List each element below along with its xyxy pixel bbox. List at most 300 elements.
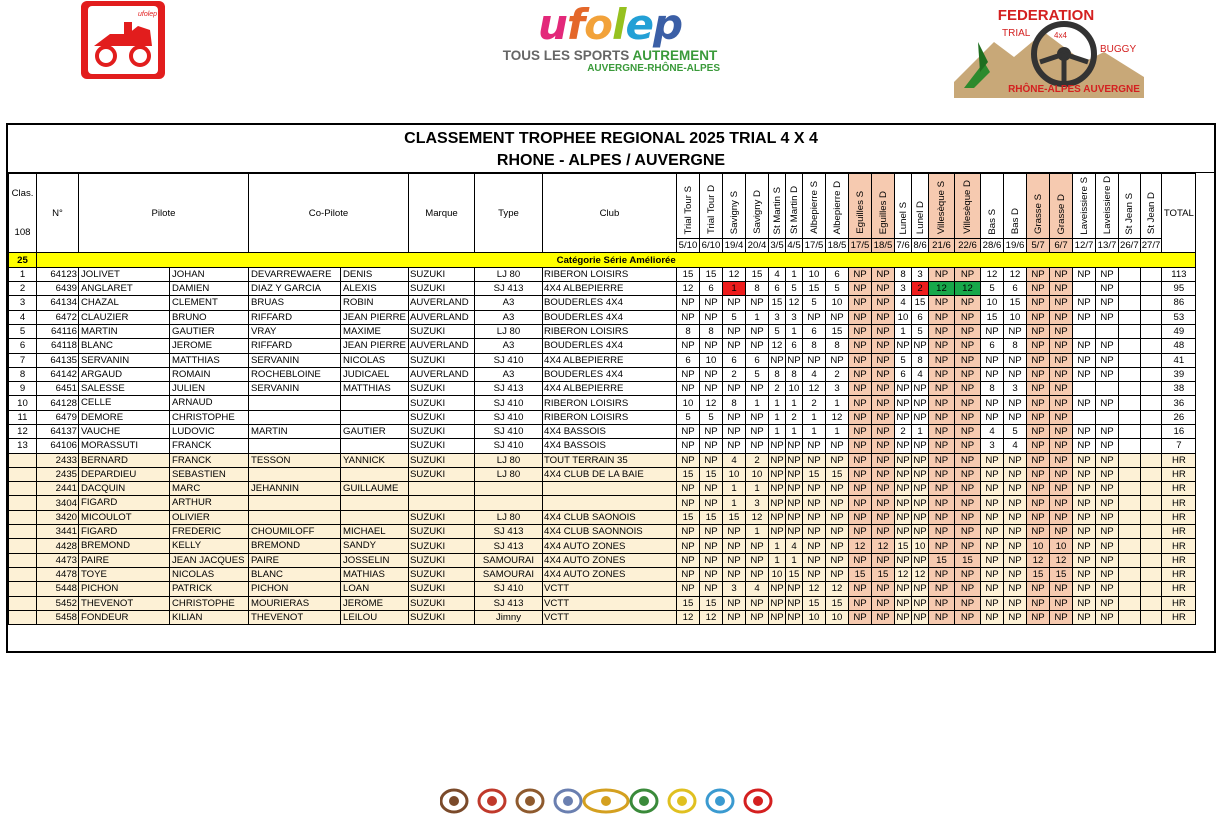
copilote-lastname: DIAZ Y GARCIA bbox=[249, 282, 341, 295]
pilote-cell bbox=[79, 582, 249, 596]
number-cell: 6451 bbox=[37, 382, 79, 396]
score-cell: NP bbox=[677, 496, 700, 510]
copilote-firstname: YANNICK bbox=[343, 454, 385, 466]
score-cell: NP bbox=[1027, 396, 1050, 410]
score-cell: NP bbox=[1050, 296, 1073, 310]
score-cell: NP bbox=[700, 567, 723, 581]
marque-cell: SUZUKI bbox=[409, 382, 475, 396]
score-cell: NP bbox=[929, 353, 955, 367]
copilote-lastname: RIFFARD bbox=[249, 311, 341, 324]
score-cell: NP bbox=[826, 453, 849, 467]
score-cell: NP bbox=[929, 610, 955, 624]
copilote-firstname: GAUTIER bbox=[343, 425, 386, 437]
title-line-1: CLASSEMENT TROPHEE REGIONAL 2025 TRIAL 4 X 4 bbox=[404, 130, 818, 147]
event-date: 7/6 bbox=[896, 240, 910, 252]
event-date: 5/7 bbox=[1027, 239, 1050, 253]
score-cell bbox=[1119, 582, 1141, 596]
pilote-cell bbox=[79, 610, 249, 624]
score-cell bbox=[1140, 353, 1162, 367]
score-cell: NP bbox=[787, 526, 801, 538]
score-cell: NP bbox=[1027, 353, 1050, 367]
pilote-firstname: ARTHUR bbox=[172, 497, 212, 509]
rank-cell: 11 bbox=[9, 410, 37, 424]
table-row bbox=[9, 453, 1196, 467]
score-cell: NP bbox=[955, 382, 981, 396]
score-cell: 8 bbox=[677, 324, 700, 338]
score-cell: 6 bbox=[826, 267, 849, 281]
pilote-cell bbox=[79, 324, 249, 338]
score-cell: 15 bbox=[929, 553, 955, 567]
score-cell: 12 bbox=[826, 582, 849, 596]
number-cell: 2435 bbox=[37, 467, 79, 481]
score-cell bbox=[1119, 296, 1141, 310]
score-cell bbox=[1119, 410, 1141, 424]
score-cell: NP bbox=[929, 453, 955, 467]
score-cell: NP bbox=[1096, 482, 1119, 496]
score-cell: 6 bbox=[895, 367, 912, 381]
rank-cell bbox=[9, 525, 37, 539]
score-cell: NP bbox=[955, 453, 981, 467]
score-cell: NP bbox=[1073, 367, 1096, 381]
type-cell: A3 bbox=[475, 296, 543, 310]
score-cell: 15 bbox=[872, 567, 895, 581]
score-cell: NP bbox=[872, 282, 895, 296]
score-cell: NP bbox=[872, 367, 895, 381]
score-cell: 3 bbox=[769, 310, 786, 324]
score-cell: 15 bbox=[677, 596, 700, 610]
score-cell: 4 bbox=[786, 539, 803, 553]
score-cell: 10 bbox=[723, 467, 746, 481]
copilote-lastname bbox=[249, 439, 341, 452]
score-cell: NP bbox=[913, 383, 927, 395]
score-cell: 8 bbox=[786, 367, 803, 381]
score-cell: NP bbox=[872, 267, 895, 281]
score-cell: NP bbox=[872, 596, 895, 610]
total-cell: 36 bbox=[1162, 396, 1196, 410]
score-cell: 10 bbox=[803, 267, 826, 281]
copilote-cell bbox=[249, 525, 409, 539]
score-cell: NP bbox=[981, 567, 1004, 581]
score-cell: NP bbox=[1073, 482, 1096, 496]
marque-cell: SUZUKI bbox=[409, 596, 475, 610]
score-cell: NP bbox=[1050, 525, 1073, 539]
pilote-lastname: DEMORE bbox=[79, 411, 170, 424]
score-cell: 5 bbox=[895, 353, 912, 367]
event-name: Trial Tour S bbox=[682, 185, 694, 235]
pilote-lastname: BLANC bbox=[79, 339, 170, 352]
type-cell: SJ 410 bbox=[475, 582, 543, 596]
score-cell: NP bbox=[849, 339, 872, 353]
score-cell: NP bbox=[677, 525, 700, 539]
col-type: Type bbox=[475, 174, 543, 253]
score-cell: 12 bbox=[746, 510, 769, 524]
number-cell: 64134 bbox=[37, 296, 79, 310]
score-cell: NP bbox=[981, 510, 1004, 524]
score-cell: NP bbox=[849, 453, 872, 467]
score-cell: NP bbox=[872, 353, 895, 367]
score-cell: NP bbox=[929, 324, 955, 338]
score-cell: 8 bbox=[803, 339, 826, 353]
score-cell: NP bbox=[700, 582, 723, 596]
copilote-firstname: JEROME bbox=[343, 597, 383, 609]
svg-text:TRIAL: TRIAL bbox=[1002, 28, 1031, 39]
score-cell: NP bbox=[826, 439, 849, 453]
pilote-lastname: MARTIN bbox=[79, 325, 170, 338]
marque-cell: SUZUKI bbox=[409, 267, 475, 281]
score-cell: NP bbox=[1027, 367, 1050, 381]
score-cell bbox=[1140, 410, 1162, 424]
club-cell: 4X4 CLUB SAONOIS bbox=[543, 510, 677, 524]
pilote-firstname: SEBASTIEN bbox=[172, 468, 226, 480]
ranking-sheet bbox=[6, 123, 1216, 653]
score-cell: NP bbox=[849, 282, 872, 296]
event-name: Savigny S bbox=[728, 190, 740, 235]
score-cell: NP bbox=[746, 610, 769, 624]
score-cell: 10 bbox=[826, 610, 849, 624]
score-cell: 1 bbox=[786, 324, 803, 338]
score-cell: 1 bbox=[912, 424, 929, 438]
copilote-lastname bbox=[249, 511, 341, 524]
score-cell bbox=[1140, 453, 1162, 467]
pilote-cell bbox=[79, 353, 249, 367]
event-date: 12/7 bbox=[1073, 239, 1096, 253]
copilote-lastname: ROCHEBLOINE bbox=[249, 368, 341, 381]
score-cell: NP bbox=[896, 611, 910, 623]
score-cell: NP bbox=[1096, 439, 1119, 453]
event-name: Eguilles D bbox=[877, 190, 889, 235]
type-cell: SJ 413 bbox=[475, 382, 543, 396]
event-date: 20/4 bbox=[746, 239, 769, 253]
rank-cell: 4 bbox=[9, 310, 37, 324]
score-cell: NP bbox=[746, 339, 769, 353]
score-cell: NP bbox=[1050, 267, 1073, 281]
score-cell: NP bbox=[1050, 396, 1073, 410]
copilote-firstname: SANDY bbox=[343, 540, 377, 552]
copilote-cell bbox=[249, 382, 409, 396]
event-header bbox=[677, 174, 700, 239]
score-cell: NP bbox=[1096, 539, 1119, 553]
table-row bbox=[9, 367, 1196, 381]
score-cell: NP bbox=[849, 424, 872, 438]
score-cell: NP bbox=[913, 597, 927, 609]
score-cell: 15 bbox=[769, 296, 786, 310]
pilote-firstname: CHRISTOPHE bbox=[172, 597, 235, 609]
score-cell: NP bbox=[896, 583, 910, 595]
pilote-lastname: BREMOND bbox=[79, 539, 170, 552]
score-cell: NP bbox=[955, 596, 981, 610]
score-cell: NP bbox=[1004, 525, 1027, 539]
score-cell: 10 bbox=[1027, 539, 1050, 553]
club-cell: 4X4 ALBEPIERRE bbox=[543, 282, 677, 296]
score-cell: NP bbox=[955, 424, 981, 438]
pilote-cell bbox=[79, 282, 249, 296]
score-cell: NP bbox=[913, 526, 927, 538]
score-cell: 12 bbox=[700, 396, 723, 410]
copilote-lastname: SERVANIN bbox=[249, 382, 341, 395]
marque-cell: SUZUKI bbox=[409, 610, 475, 624]
score-cell: 15 bbox=[826, 596, 849, 610]
score-cell: NP bbox=[929, 296, 955, 310]
score-cell: NP bbox=[746, 296, 769, 310]
event-header bbox=[1073, 174, 1096, 239]
copilote-firstname bbox=[341, 411, 408, 424]
score-cell: NP bbox=[955, 482, 981, 496]
score-cell bbox=[1140, 467, 1162, 481]
score-cell: 15 bbox=[700, 267, 723, 281]
score-cell: NP bbox=[1050, 282, 1073, 296]
copilote-lastname bbox=[249, 396, 341, 409]
score-cell: NP bbox=[1073, 396, 1096, 410]
score-cell: NP bbox=[929, 424, 955, 438]
club-cell: 4X4 BASSOIS bbox=[543, 439, 677, 453]
score-cell: 15 bbox=[826, 324, 849, 338]
total-cell: 49 bbox=[1162, 324, 1196, 338]
club-cell: VCTT bbox=[543, 582, 677, 596]
pilote-lastname: PAIRE bbox=[79, 554, 170, 567]
score-cell: 6 bbox=[1004, 282, 1027, 296]
pilote-cell bbox=[79, 410, 249, 424]
score-cell: NP bbox=[955, 324, 981, 338]
score-cell: NP bbox=[913, 340, 927, 352]
score-cell: NP bbox=[955, 582, 981, 596]
score-cell: 4 bbox=[723, 453, 746, 467]
pilote-firstname: MARC bbox=[172, 483, 201, 495]
score-cell: NP bbox=[872, 339, 895, 353]
score-cell: NP bbox=[700, 539, 723, 553]
score-cell: NP bbox=[677, 339, 700, 353]
score-cell: 15 bbox=[700, 510, 723, 524]
club-cell: RIBERON LOISIRS bbox=[543, 396, 677, 410]
score-cell bbox=[1140, 439, 1162, 453]
score-cell: NP bbox=[896, 597, 910, 609]
score-cell: 1 bbox=[746, 310, 769, 324]
score-cell bbox=[1140, 553, 1162, 567]
score-cell: NP bbox=[1096, 582, 1119, 596]
score-cell: NP bbox=[787, 611, 801, 623]
type-cell: SAMOURAI bbox=[475, 553, 543, 567]
score-cell: NP bbox=[1050, 339, 1073, 353]
score-cell: 15 bbox=[677, 467, 700, 481]
score-cell: NP bbox=[981, 496, 1004, 510]
score-cell: 8 bbox=[981, 382, 1004, 396]
score-cell: NP bbox=[849, 382, 872, 396]
score-cell: 1 bbox=[769, 410, 786, 424]
score-cell: NP bbox=[1004, 353, 1027, 367]
score-cell: 12 bbox=[1004, 267, 1027, 281]
score-cell: NP bbox=[803, 510, 826, 524]
score-cell: 15 bbox=[677, 267, 700, 281]
score-cell: NP bbox=[826, 539, 849, 553]
score-cell: 12 bbox=[1050, 553, 1073, 567]
club-cell: RIBERON LOISIRS bbox=[543, 410, 677, 424]
score-cell: NP bbox=[1027, 582, 1050, 596]
score-cell: 3 bbox=[912, 267, 929, 281]
score-cell bbox=[1119, 339, 1141, 353]
score-cell: 12 bbox=[826, 410, 849, 424]
rank-cell bbox=[9, 582, 37, 596]
pilote-firstname: OLIVIER bbox=[172, 511, 210, 523]
score-cell: NP bbox=[787, 583, 801, 595]
score-cell: NP bbox=[677, 424, 700, 438]
svg-text:4x4: 4x4 bbox=[1054, 31, 1067, 40]
pilote-cell bbox=[79, 467, 249, 481]
score-cell: NP bbox=[677, 310, 700, 324]
score-cell: 12 bbox=[769, 339, 786, 353]
score-cell: NP bbox=[1073, 610, 1096, 624]
score-cell: NP bbox=[913, 611, 927, 623]
event-header bbox=[1027, 174, 1050, 239]
score-cell: NP bbox=[955, 296, 981, 310]
table-row bbox=[9, 282, 1196, 296]
col-marque: Marque bbox=[409, 174, 475, 253]
event-header bbox=[1050, 174, 1073, 239]
pilote-lastname: FIGARD bbox=[79, 525, 170, 538]
number-cell: 64123 bbox=[37, 267, 79, 281]
pilote-cell bbox=[79, 596, 249, 610]
score-cell: NP bbox=[872, 396, 895, 410]
score-cell: NP bbox=[955, 439, 981, 453]
table-row bbox=[9, 267, 1196, 281]
score-cell bbox=[1140, 424, 1162, 438]
score-cell: 10 bbox=[895, 310, 912, 324]
title-line-2: RHONE - ALPES / AUVERGNE bbox=[496, 152, 726, 169]
marque-cell: SUZUKI bbox=[409, 553, 475, 567]
copilote-firstname: JEAN PIERRE bbox=[343, 340, 406, 352]
score-cell: NP bbox=[746, 439, 769, 453]
marque-cell: SUZUKI bbox=[409, 453, 475, 467]
score-cell: NP bbox=[1050, 510, 1073, 524]
score-cell: NP bbox=[913, 497, 927, 509]
score-cell: NP bbox=[1096, 596, 1119, 610]
table-row bbox=[9, 496, 1196, 510]
event-name: Trial Tour D bbox=[705, 185, 717, 235]
score-cell: NP bbox=[1027, 482, 1050, 496]
score-cell: NP bbox=[1073, 467, 1096, 481]
event-name: Eguilles S bbox=[854, 191, 866, 235]
score-cell: NP bbox=[1096, 353, 1119, 367]
event-date: 8/6 bbox=[913, 240, 927, 252]
rank-cell: 7 bbox=[9, 353, 37, 367]
score-cell: NP bbox=[770, 511, 784, 523]
score-cell: NP bbox=[913, 454, 927, 466]
score-cell: 8 bbox=[700, 324, 723, 338]
copilote-lastname: PAIRE bbox=[249, 554, 341, 567]
score-cell: NP bbox=[981, 396, 1004, 410]
event-name: St Martin S bbox=[771, 186, 783, 235]
score-cell: NP bbox=[981, 539, 1004, 553]
score-cell: NP bbox=[700, 496, 723, 510]
col-copilote: Co-Pilote bbox=[249, 174, 409, 253]
score-cell: NP bbox=[1050, 467, 1073, 481]
score-cell: 4 bbox=[895, 296, 912, 310]
marque-cell: SUZUKI bbox=[409, 424, 475, 438]
score-cell: NP bbox=[849, 267, 872, 281]
score-cell: NP bbox=[872, 496, 895, 510]
pilote-firstname: DAMIEN bbox=[172, 283, 210, 295]
club-cell: 4X4 BASSOIS bbox=[543, 424, 677, 438]
score-cell: NP bbox=[826, 310, 849, 324]
score-cell: 2 bbox=[746, 453, 769, 467]
score-cell: 5 bbox=[912, 324, 929, 338]
event-name: St Jean D bbox=[1145, 191, 1157, 235]
score-cell bbox=[1119, 267, 1141, 281]
event-date: 17/5 bbox=[803, 239, 826, 253]
type-cell: SJ 413 bbox=[475, 282, 543, 296]
event-date: 19/6 bbox=[1004, 239, 1027, 253]
total-cell: HR bbox=[1162, 596, 1196, 610]
score-cell: NP bbox=[770, 469, 784, 481]
type-cell: LJ 80 bbox=[475, 453, 543, 467]
pilote-firstname: NICOLAS bbox=[172, 568, 215, 580]
score-cell: NP bbox=[955, 310, 981, 324]
pilote-firstname: CHRISTOPHE bbox=[172, 411, 235, 423]
marque-cell: SUZUKI bbox=[409, 582, 475, 596]
score-cell: NP bbox=[826, 525, 849, 539]
pilote-firstname: PATRICK bbox=[172, 583, 213, 595]
copilote-lastname bbox=[249, 468, 341, 481]
score-cell: 5 bbox=[677, 410, 700, 424]
table-row bbox=[9, 296, 1196, 310]
table-row bbox=[9, 410, 1196, 424]
score-cell: NP bbox=[1096, 282, 1119, 296]
copilote-cell bbox=[249, 596, 409, 610]
rank-cell: 12 bbox=[9, 424, 37, 438]
col-club: Club bbox=[543, 174, 677, 253]
score-cell: 10 bbox=[769, 567, 786, 581]
score-cell: NP bbox=[872, 582, 895, 596]
score-cell: NP bbox=[1096, 310, 1119, 324]
score-cell bbox=[1140, 582, 1162, 596]
score-cell: 2 bbox=[826, 367, 849, 381]
copilote-cell bbox=[249, 396, 409, 410]
copilote-lastname: VRAY bbox=[249, 325, 341, 338]
score-cell: NP bbox=[746, 596, 769, 610]
total-cell: HR bbox=[1162, 510, 1196, 524]
copilote-lastname bbox=[249, 496, 341, 509]
table-row bbox=[9, 382, 1196, 396]
type-cell: A3 bbox=[475, 339, 543, 353]
total-cell: 48 bbox=[1162, 339, 1196, 353]
score-cell: NP bbox=[896, 526, 910, 538]
score-cell bbox=[1119, 324, 1141, 338]
score-cell: 1 bbox=[786, 553, 803, 567]
score-cell: NP bbox=[803, 496, 826, 510]
total-cell: HR bbox=[1162, 453, 1196, 467]
total-cell: 41 bbox=[1162, 353, 1196, 367]
score-cell bbox=[1119, 396, 1141, 410]
score-cell bbox=[1140, 282, 1162, 296]
score-cell: NP bbox=[849, 525, 872, 539]
marque-cell: SUZUKI bbox=[409, 467, 475, 481]
score-cell: 15 bbox=[1027, 567, 1050, 581]
score-cell: NP bbox=[872, 453, 895, 467]
score-cell: NP bbox=[787, 440, 801, 452]
event-date: 26/7 bbox=[1120, 240, 1139, 252]
table-row bbox=[9, 525, 1196, 539]
score-cell: NP bbox=[1027, 596, 1050, 610]
copilote-lastname: THEVENOT bbox=[249, 611, 341, 624]
pilote-lastname: DACQUIN bbox=[79, 482, 170, 495]
score-cell bbox=[1140, 367, 1162, 381]
score-cell: NP bbox=[677, 296, 700, 310]
score-cell: NP bbox=[723, 539, 746, 553]
score-cell: 1 bbox=[746, 482, 769, 496]
score-cell: NP bbox=[1004, 467, 1027, 481]
score-cell: NP bbox=[1004, 367, 1027, 381]
table-row bbox=[9, 424, 1196, 438]
copilote-lastname: SERVANIN bbox=[249, 354, 341, 367]
score-cell: NP bbox=[981, 353, 1004, 367]
